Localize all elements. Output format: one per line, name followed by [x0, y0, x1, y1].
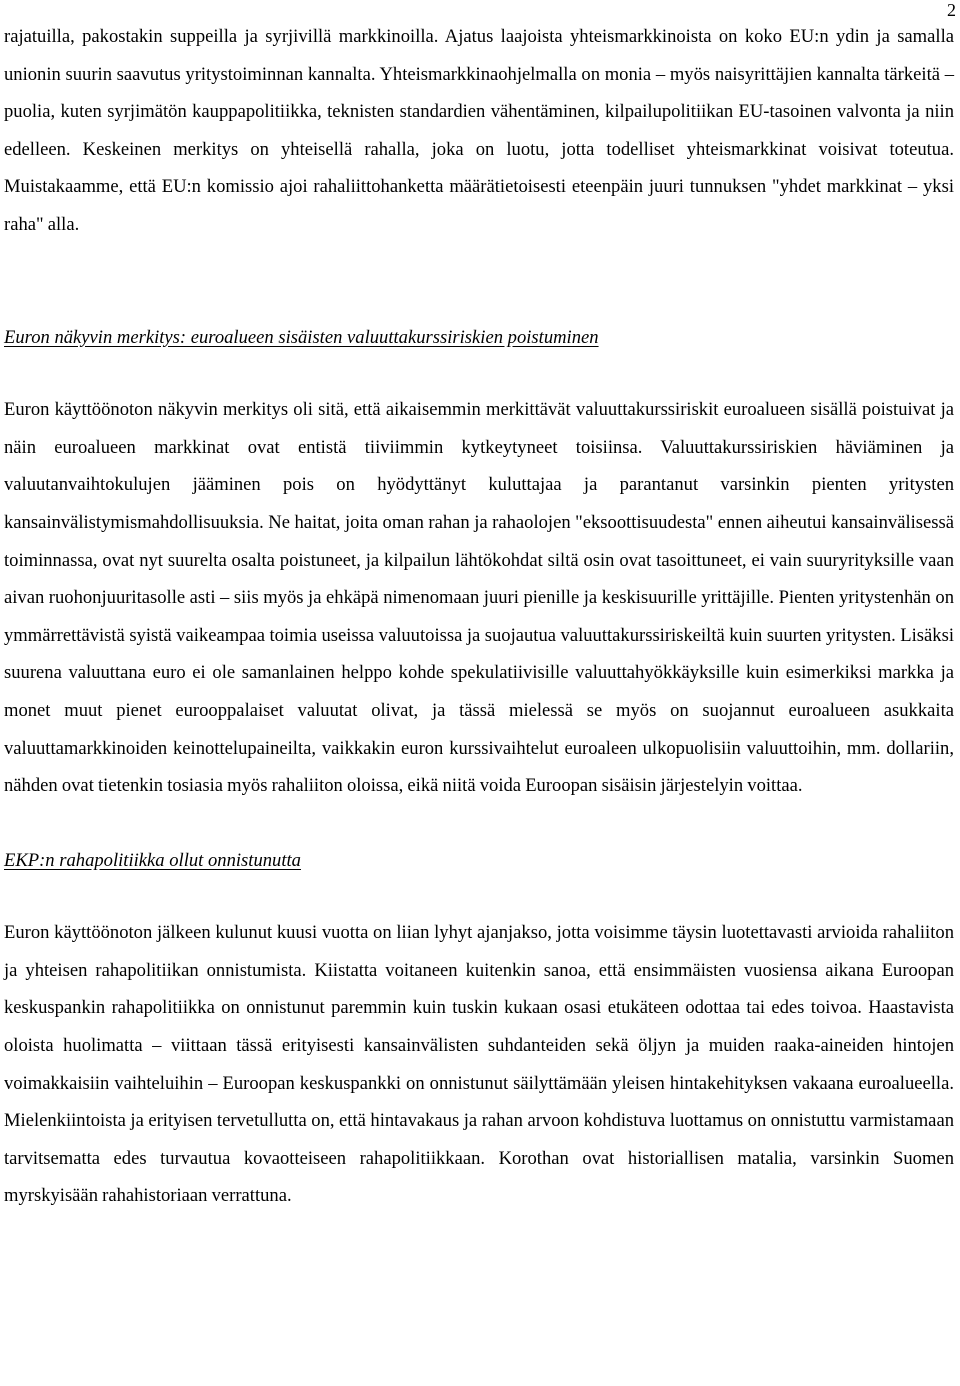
paragraph-ecb-policy: Euron käyttöönoton jälkeen kulunut kuusi vuotta on liian lyhyt ajanjakso, jotta voisimme täysin luotettavasti arvioida rahaliiton ja yhteisen rahapolitiikan onnistumista. Kiistatta voitaneen kuitenkin sanoa, että ensimmäisten vuosiensa aikana Euroopan keskuspankin rahapolitiikka on onnistunut paremmin kuin tuskin kukaan osasi etukäteen odottaa tai edes toivoa. Haastavista oloista huolimatta – viittaan tässä erityisesti kansainvälisten suhdanteiden sekä öljyn ja muiden raaka-aineiden hintojen voimakkaisiin vaihteluihin – Euroopan keskuspankki on onnistunut säilyttämään yleisen hintakehityksen vakaana euroalueella. Mielenkiintoista ja erityisen tervetullutta on, että hintavakaus ja rahan arvoon kohdistuva luottamus on onnistuttu varmistamaan tarvitsematta edes turvautua kovaotteiseen rahapolitiikkaan. Korothan ovat historiallisen matalia, varsinkin Suomen myrskyisään rahahistoriaan verrattuna.	[4, 922, 954, 1207]
page-number: 2	[947, 0, 956, 20]
paragraph-currency-risks: Euron käyttöönoton näkyvin merkitys oli sitä, että aikaisemmin merkittävät valuuttakurssiriskit euroalueen sisällä poistuivat ja näin euroalueen markkinat ovat entistä tiiviimmin kytkeytyneet toisiinsa. Valuuttakurssiriskien häviäminen ja valuutanvaihtokulujen jääminen pois on hyödyttänyt kuluttajaa ja parantanut varsinkin pienten yritysten kansainvälistymismahdollisuuksia. Ne haitat, joita oman rahan ja rahaolojen "eksoottisuudesta" ennen aiheutui kansainvälisessä toiminnassa, ovat nyt suurelta osalta poistuneet, ja kilpailun lähtökohdat siltä osin ovat tasoittuneet, ei vain suuryrityksille vaan aivan ruohonjuuritasolle asti – siis myös ja ehkäpä nimenomaan juuri pienille ja keskisuurille yrittäjille. Pienten yritystenhän on ymmärrettävistä syistä vaikeampaa toimia useissa valuutoissa ja suojautua valuuttakurssiriskeiltä kuin suurten yritysten. Lisäksi suurena valuuttana euro ei ole samanlainen helppo kohde spekulatiivisille valuuttahyökkäyksille kuin esimerkiksi markka ja monet muut pienet eurooppalaiset valuutat olivat, ja tässä mielessä se myös on suojannut euroalueen asukkaita valuuttamarkkinoiden keinottelupaineilta, vaikkakin euron kurssivaihtelut euroaleen ulkopuolisiin valuuttoihin, mm. dollariin, nähden ovat tietenkin tosiasia myös rahaliiton oloissa, eikä niitä voida Euroopan sisäisin järjestelyin voittaa.	[4, 399, 954, 797]
spacer	[4, 244, 954, 319]
spacer	[4, 805, 954, 842]
spacer	[4, 356, 954, 391]
section-heading-euro-visibility: Euron näkyvin merkitys: euroalueen sisäisten valuuttakurssiriskien poistuminen	[4, 326, 599, 348]
paragraph-intro: rajatuilla, pakostakin suppeilla ja syrjivillä markkinoilla. Ajatus laajoista yhteismarkkinoista on koko EU:n ydin ja samalla unionin suurin saavutus yritystoiminnan kannalta. Yhteismarkkinaohjelmalla on monia – myös naisyrittäjien kannalta tärkeitä – puolia, kuten syrjimätön kauppapolitiikka, teknisten standardien vähentäminen, kilpailupolitiikan EU-tasoinen valvonta ja niin edelleen. Keskeinen merkitys on yhteisellä rahalla, joka on luotu, jotta todelliset yhteismarkkinat voisivat toteutua. Muistakaamme, että EU:n komissio ajoi rahaliittohanketta määrätietoisesti eteenpäin juuri tunnuksen "yhdet markkinat – yksi raha" alla.	[4, 26, 954, 235]
spacer	[4, 879, 954, 914]
document-body	[4, 18, 954, 1215]
section-heading-ecb-policy: EKP:n rahapolitiikka ollut onnistunutta	[4, 849, 301, 871]
